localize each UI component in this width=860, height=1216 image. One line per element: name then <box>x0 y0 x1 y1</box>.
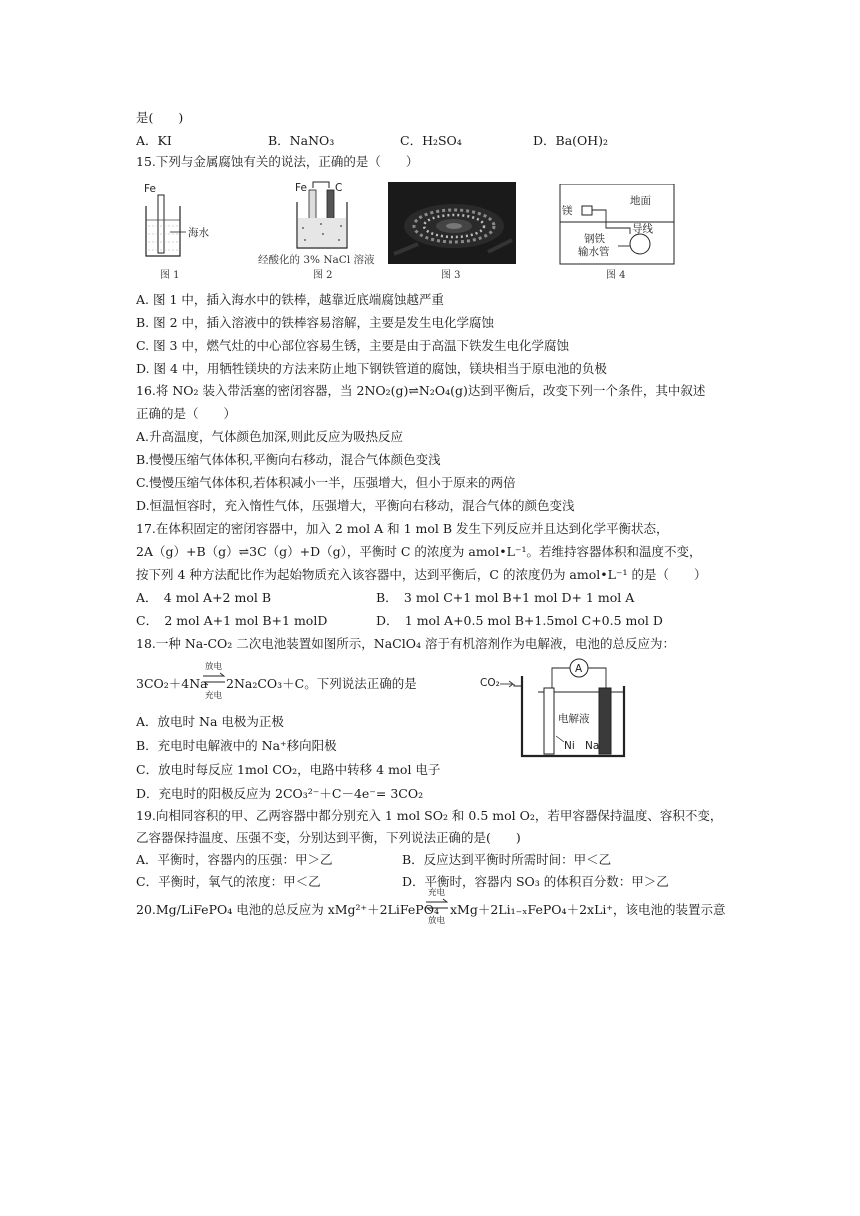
q18-electrolyte-label: 电解液 <box>558 713 590 725</box>
q20-reversible-arrow-icon <box>425 898 449 912</box>
q18-battery-figure <box>478 656 628 760</box>
q20-arrow-top-label: 充电 <box>428 888 446 898</box>
q14-option-d: D．Ba(OH)₂ <box>533 133 609 148</box>
q17-stem-line-1: 17.在体积固定的密闭容器中，加入 2 mol A 和 1 mol B 发生下列反应并且达到化学平衡状态， <box>136 521 669 536</box>
fig2-caption: 图 2 <box>313 270 333 281</box>
q17-option-b: B． 3 mol C+1 mol B+1 mol D+ 1 mol A <box>376 590 635 605</box>
fig4-pipe-label-1: 钢铁 <box>584 233 605 245</box>
q15-option-a: A. 图 1 中，插入海水中的铁棒，越靠近底端腐蚀越严重 <box>136 292 444 307</box>
q18-arrow-bottom-label: 充电 <box>205 691 223 701</box>
fig2-c-label: C <box>335 182 343 194</box>
q16-option-d: D.恒温恒容时，充入惰性气体，压强增大，平衡向右移动，混合气体的颜色变浅 <box>136 498 575 513</box>
q18-equation-right: 2Na₂CO₃＋C。下列说法正确的是 <box>226 676 417 691</box>
q15-stem: 15.下列与金属腐蚀有关的说法，正确的是（ ） <box>136 154 419 169</box>
fig4-wire-label: 导线 <box>632 223 653 235</box>
fig1-seawater-label: 海水 <box>188 227 209 239</box>
q15-option-c: C. 图 3 中，燃气灶的中心部位容易生锈，主要是由于高温下铁发生电化学腐蚀 <box>136 338 569 353</box>
q15-option-b: B. 图 2 中，插入溶液中的铁棒容易溶解，主要是发生电化学腐蚀 <box>136 315 495 330</box>
q17-option-c: C． 2 mol A+1 mol B+1 molD <box>136 613 328 628</box>
q16-stem-line-1: 16.将 NO₂ 装入带活塞的密闭容器，当 2NO₂(g)⇌N₂O₄(g)达到平衡后，改变下列一个条件，其中叙述 <box>136 383 706 398</box>
q19-stem-line-1: 19.向相同容积的甲、乙两容器中都分别充入 1 mol SO₂ 和 0.5 mol O₂，若甲容器保持温度、容积不变， <box>136 808 723 823</box>
q14-option-a: A．KI <box>136 133 172 148</box>
q14-option-c: C．H₂SO₄ <box>400 133 462 148</box>
q19-option-a: A．平衡时，容器内的压强：甲＞乙 <box>136 852 333 867</box>
q18-na-label: Na <box>585 740 600 752</box>
fig2-solution-label: 经酸化的 3% NaCl 溶液 <box>258 254 375 266</box>
q18-ammeter-label: A <box>575 663 583 675</box>
q16-option-a: A.升高温度，气体颜色加深,则此反应为吸热反应 <box>136 429 403 444</box>
q15-option-d: D. 图 4 中，用牺牲镁块的方法来防止地下钢铁管道的腐蚀，镁块相当于原电池的负极 <box>136 361 607 376</box>
q18-option-d: D．充电时的阳极反应为 2CO₃²⁻＋C－4e⁻= 3CO₂ <box>136 786 424 801</box>
q17-stem-line-3: 按下列 4 种方法配比作为起始物质充入该容器中，达到平衡后，C 的浓度仍为 amol•L⁻¹ 的是（ ） <box>136 567 707 582</box>
q14-option-b: B．NaNO₃ <box>268 133 335 148</box>
q19-option-d: D．平衡时，容器内 SO₃ 的体积百分数：甲＞乙 <box>402 874 669 889</box>
q18-option-c: C．放电时每反应 1mol CO₂，电路中转移 4 mol 电子 <box>136 762 441 777</box>
q15-figure-1 <box>140 180 230 260</box>
fig4-caption: 图 4 <box>606 270 626 281</box>
q20-arrow-bottom-label: 放电 <box>428 916 446 926</box>
q18-option-a: A．放电时 Na 电极为正极 <box>136 714 284 729</box>
q18-arrow-top-label: 放电 <box>205 662 223 672</box>
q20-stem-right: xMg＋2Li₁₋ₓFePO₄＋2xLi⁺，该电池的装置示意 <box>450 902 726 917</box>
q16-option-b: B.慢慢压缩气体体积,平衡向右移动，混合气体颜色变浅 <box>136 452 441 467</box>
q17-option-d: D． 1 mol A+0.5 mol B+1.5mol C+0.5 mol D <box>376 613 663 628</box>
q18-stem: 18.一种 Na-CO₂ 二次电池装置如图所示，NaClO₄ 溶于有机溶剂作为电解液，电池的总反应为： <box>136 636 675 651</box>
q19-option-c: C．平衡时，氧气的浓度：甲＜乙 <box>136 874 321 889</box>
q18-option-b: B．充电时电解液中的 Na⁺移向阳极 <box>136 738 337 753</box>
q16-option-c: C.慢慢压缩气体体积,若体积减小一半，压强增大，但小于原来的两倍 <box>136 475 516 490</box>
fig1-fe-label: Fe <box>144 183 156 195</box>
q18-equation-left: 3CO₂＋4Na <box>136 676 208 691</box>
fig1-caption: 图 1 <box>160 270 180 281</box>
fig3-caption: 图 3 <box>441 270 461 281</box>
q20-stem-left: 20.Mg/LiFePO₄ 电池的总反应为 xMg²⁺＋2LiFePO₄ <box>136 902 439 917</box>
fig4-pipe-label-2: 输水管 <box>578 246 610 258</box>
q18-ni-label: Ni <box>564 740 575 752</box>
q15-figure-3-gas-burner-photo <box>388 182 516 264</box>
q14-stem-tail: 是( ) <box>136 110 184 125</box>
fig4-ground-label: 地面 <box>630 195 651 207</box>
q19-option-b: B．反应达到平衡时所需时间：甲＜乙 <box>402 852 612 867</box>
q16-stem-line-2: 正确的是（ ） <box>136 406 237 421</box>
q17-stem-line-2: 2A（g）+B（g）⇌3C（g）+D（g），平衡时 C 的浓度为 amol•L⁻¹。若维持容器体积和温度不变， <box>136 544 702 559</box>
q15-figure-4 <box>558 184 678 266</box>
q18-reversible-arrow-icon <box>202 672 226 686</box>
fig4-mg-label: 镁 <box>562 205 573 217</box>
fig2-fe-label: Fe <box>295 182 307 194</box>
q17-option-a: A． 4 mol A+2 mol B <box>136 590 272 605</box>
q18-gas-label: CO₂ <box>480 677 500 689</box>
q19-stem-line-2: 乙容器保持温度、压强不变，分别达到平衡，下列说法正确的是( ) <box>136 830 521 845</box>
